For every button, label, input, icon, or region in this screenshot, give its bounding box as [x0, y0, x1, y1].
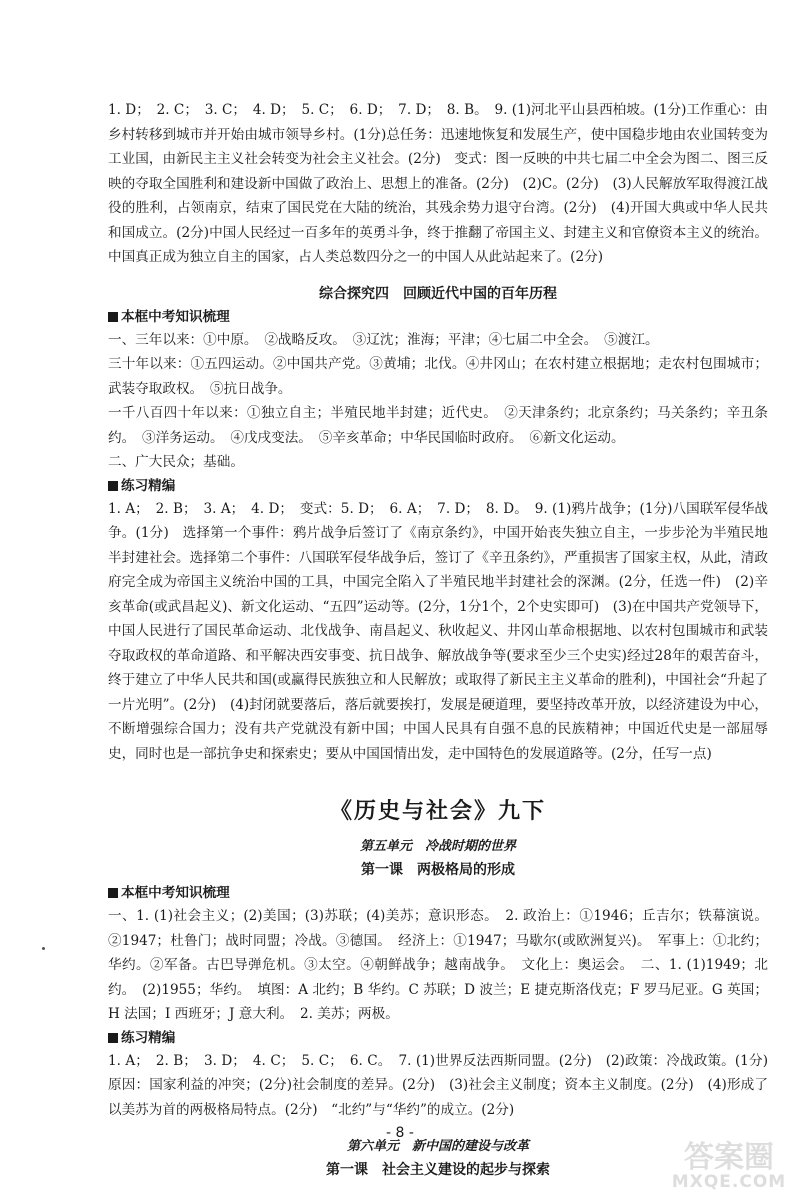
lesson-title: 第一课 两极格局的形成 — [361, 862, 515, 878]
unit-title: 第五单元 冷战时期的世界 — [359, 839, 516, 854]
book-title: 《历史与社会》九下 — [329, 799, 546, 824]
practice-paragraph: 1. A； 2. B； 3. D； 4. C； 5. C； 6. C。 7. (1)世界反法西斯同盟。(2分) (2)政策：冷战政策。(1分)原因：国家利益的冲突；(2分)社会制度的差异。(2分) (3)社会主义制度；资本主义制度。(2分) (4)形成了以美苏为首的两极格局特点。(2分) “北约”与“华约”的成立。(2分) — [108, 1052, 768, 1118]
page-content — [108, 98, 768, 1182]
scan-speck — [42, 947, 45, 950]
watermark-text: 答案圈 — [684, 1140, 774, 1175]
square-bullet-icon — [108, 481, 118, 491]
knowledge-line-4: 二、广大民众；基础。 — [108, 454, 244, 470]
square-bullet-icon — [108, 312, 118, 322]
page-number: - 8 - — [386, 1125, 414, 1141]
knowledge-heading: 本框中考知识梳理 — [108, 306, 768, 328]
watermark-logo — [664, 1126, 794, 1196]
watermark-url: MXQE.COM — [671, 1172, 787, 1192]
lesson-title: 第一课 社会主义建设的起步与探索 — [326, 1162, 550, 1178]
section-title: 综合探究四 回顾近代中国的百年历程 — [319, 285, 557, 302]
knowledge-heading: 本框中考知识梳理 — [108, 882, 768, 904]
knowledge-line-3: 一千八百四十年以来：①独立自主；半殖民地半封建；近代史。 ②天津条约；北京条约；马关条约；辛丑条约。 ③洋务运动。 ④戊戌变法。 ⑤辛亥革命；中华民国临时政府。 ⑥新文化运动。 — [108, 405, 768, 446]
practice-heading: 练习精编 — [108, 475, 768, 497]
knowledge-paragraph: 一、1. (1)社会主义；(2)美国；(3)苏联；(4)美苏；意识形态。 2. 政治上：①1946；丘吉尔；铁幕演说。②1947；杜鲁门；战时同盟；冷战。③德国。 经济上：①1947；马歇尔(或欧洲复兴)。 军事上：①北约；华约。②军备。古巴导弹危机。③太空。④朝鲜战争；越南战争。 文化上：奥运会。 二、1. (1)1949；北约。 (2)1955；华约。 填图：A 北约；B 华约。C 苏联；D 波兰；E 捷克斯洛伐克；F 罗马尼亚。G 英国；H 法国；I 西班牙；J 意大利。 2. 美苏；两极。 — [108, 908, 768, 1022]
square-bullet-icon — [108, 1033, 118, 1043]
knowledge-line-1: 一、三年以来：①中原。 ②战略反攻。 ③辽沈；淮海；平津；④七届二中全会。 ⑤渡江。 — [108, 331, 659, 348]
unit-title: 第六单元 新中国的建设与改革 — [346, 1139, 529, 1154]
practice-paragraph: 1. A； 2. B； 3. A； 4. D； 变式：5. D； 6. A； 7. D； 8. D。 9. (1)鸦片战争；(1分)八国联军侵华战争。(1分) 选择第一个事件：鸦片战争后签订了《南京条约》，中国开始丧失独立自主，一步步沦为半殖民地半封建社会。选择第二个事件：八国联军侵华战争后，签订了《辛丑条约》，严重损害了国家主权，从此，清政府完全成为帝国主义统治中国的工具，中国完全陷入了半殖民地半封建社会的深渊。(2分，任选一件) (2)辛亥革命(或武昌起义)、新文化运动、“五四”运动等。(2分，1分1个，2个史实即可) (3)在中国共产党领导下，中国人民进行了国民革命运动、北伐战争、南昌起义、秋收起义、井冈山革命根据地、以农村包围城市和武装夺取政权的革命道路、和平解决西安事变、抗日战争、解放战争等(要求至少三个史实)经过28年的艰苦奋斗，终于建立了中华人民共和国(或赢得民族独立和人民解放；或取得了新民主主义革命的胜利)，中国社会“升起了一片光明”。(2分) (4)封闭就要落后，落后就要挨打，发展是硬道理，要坚持改革开放，以经济建设为中心，不断增强综合国力；没有共产党就没有新中国；中国人民具有自强不息的民族精神；中国近代史是一部屈辱史，同时也是一部抗争史和探索史；要从中国国情出发，走中国特色的发展道路等。(2分，任写一点) — [108, 500, 768, 762]
answers-top-paragraph: 1. D； 2. C； 3. C； 4. D； 5. C； 6. D； 7. D； 8. B。 9. (1)河北平山县西柏坡。(1分)工作重心：由乡村转移到城市并开始由城市领导乡村。(1分)总任务：迅速地恢复和发展生产，使中国稳步地由农业国转变为工业国，由新民主主义社会转变为社会主义社会。(2分) 变式：图一反映的中共七届二中全会为图二、图三反映的夺取全国胜利和建设新中国做了政治上、思想上的准备。(2分) (2)C。(2分) (3)人民解放军取得渡江战役的胜利，占领南京，结束了国民党在大陆的统治，其残余势力退守台湾。(2分) (4)开国大典或中华人民共和国成立。(2分)中国人民经过一百多年的英勇斗争，终于推翻了帝国主义、封建主义和官僚资本主义的统治。中国真正成为独立自主的国家，占人类总数四分之一的中国人从此站起来了。(2分) — [108, 102, 768, 265]
square-bullet-icon — [108, 888, 118, 898]
knowledge-line-2: 三十年以来：①五四运动。②中国共产党。③黄埔；北伐。④井冈山；在农村建立根据地；走农村包围城市；武装夺取政权。 ⑤抗日战争。 — [108, 356, 768, 397]
practice-heading: 练习精编 — [108, 1027, 768, 1049]
